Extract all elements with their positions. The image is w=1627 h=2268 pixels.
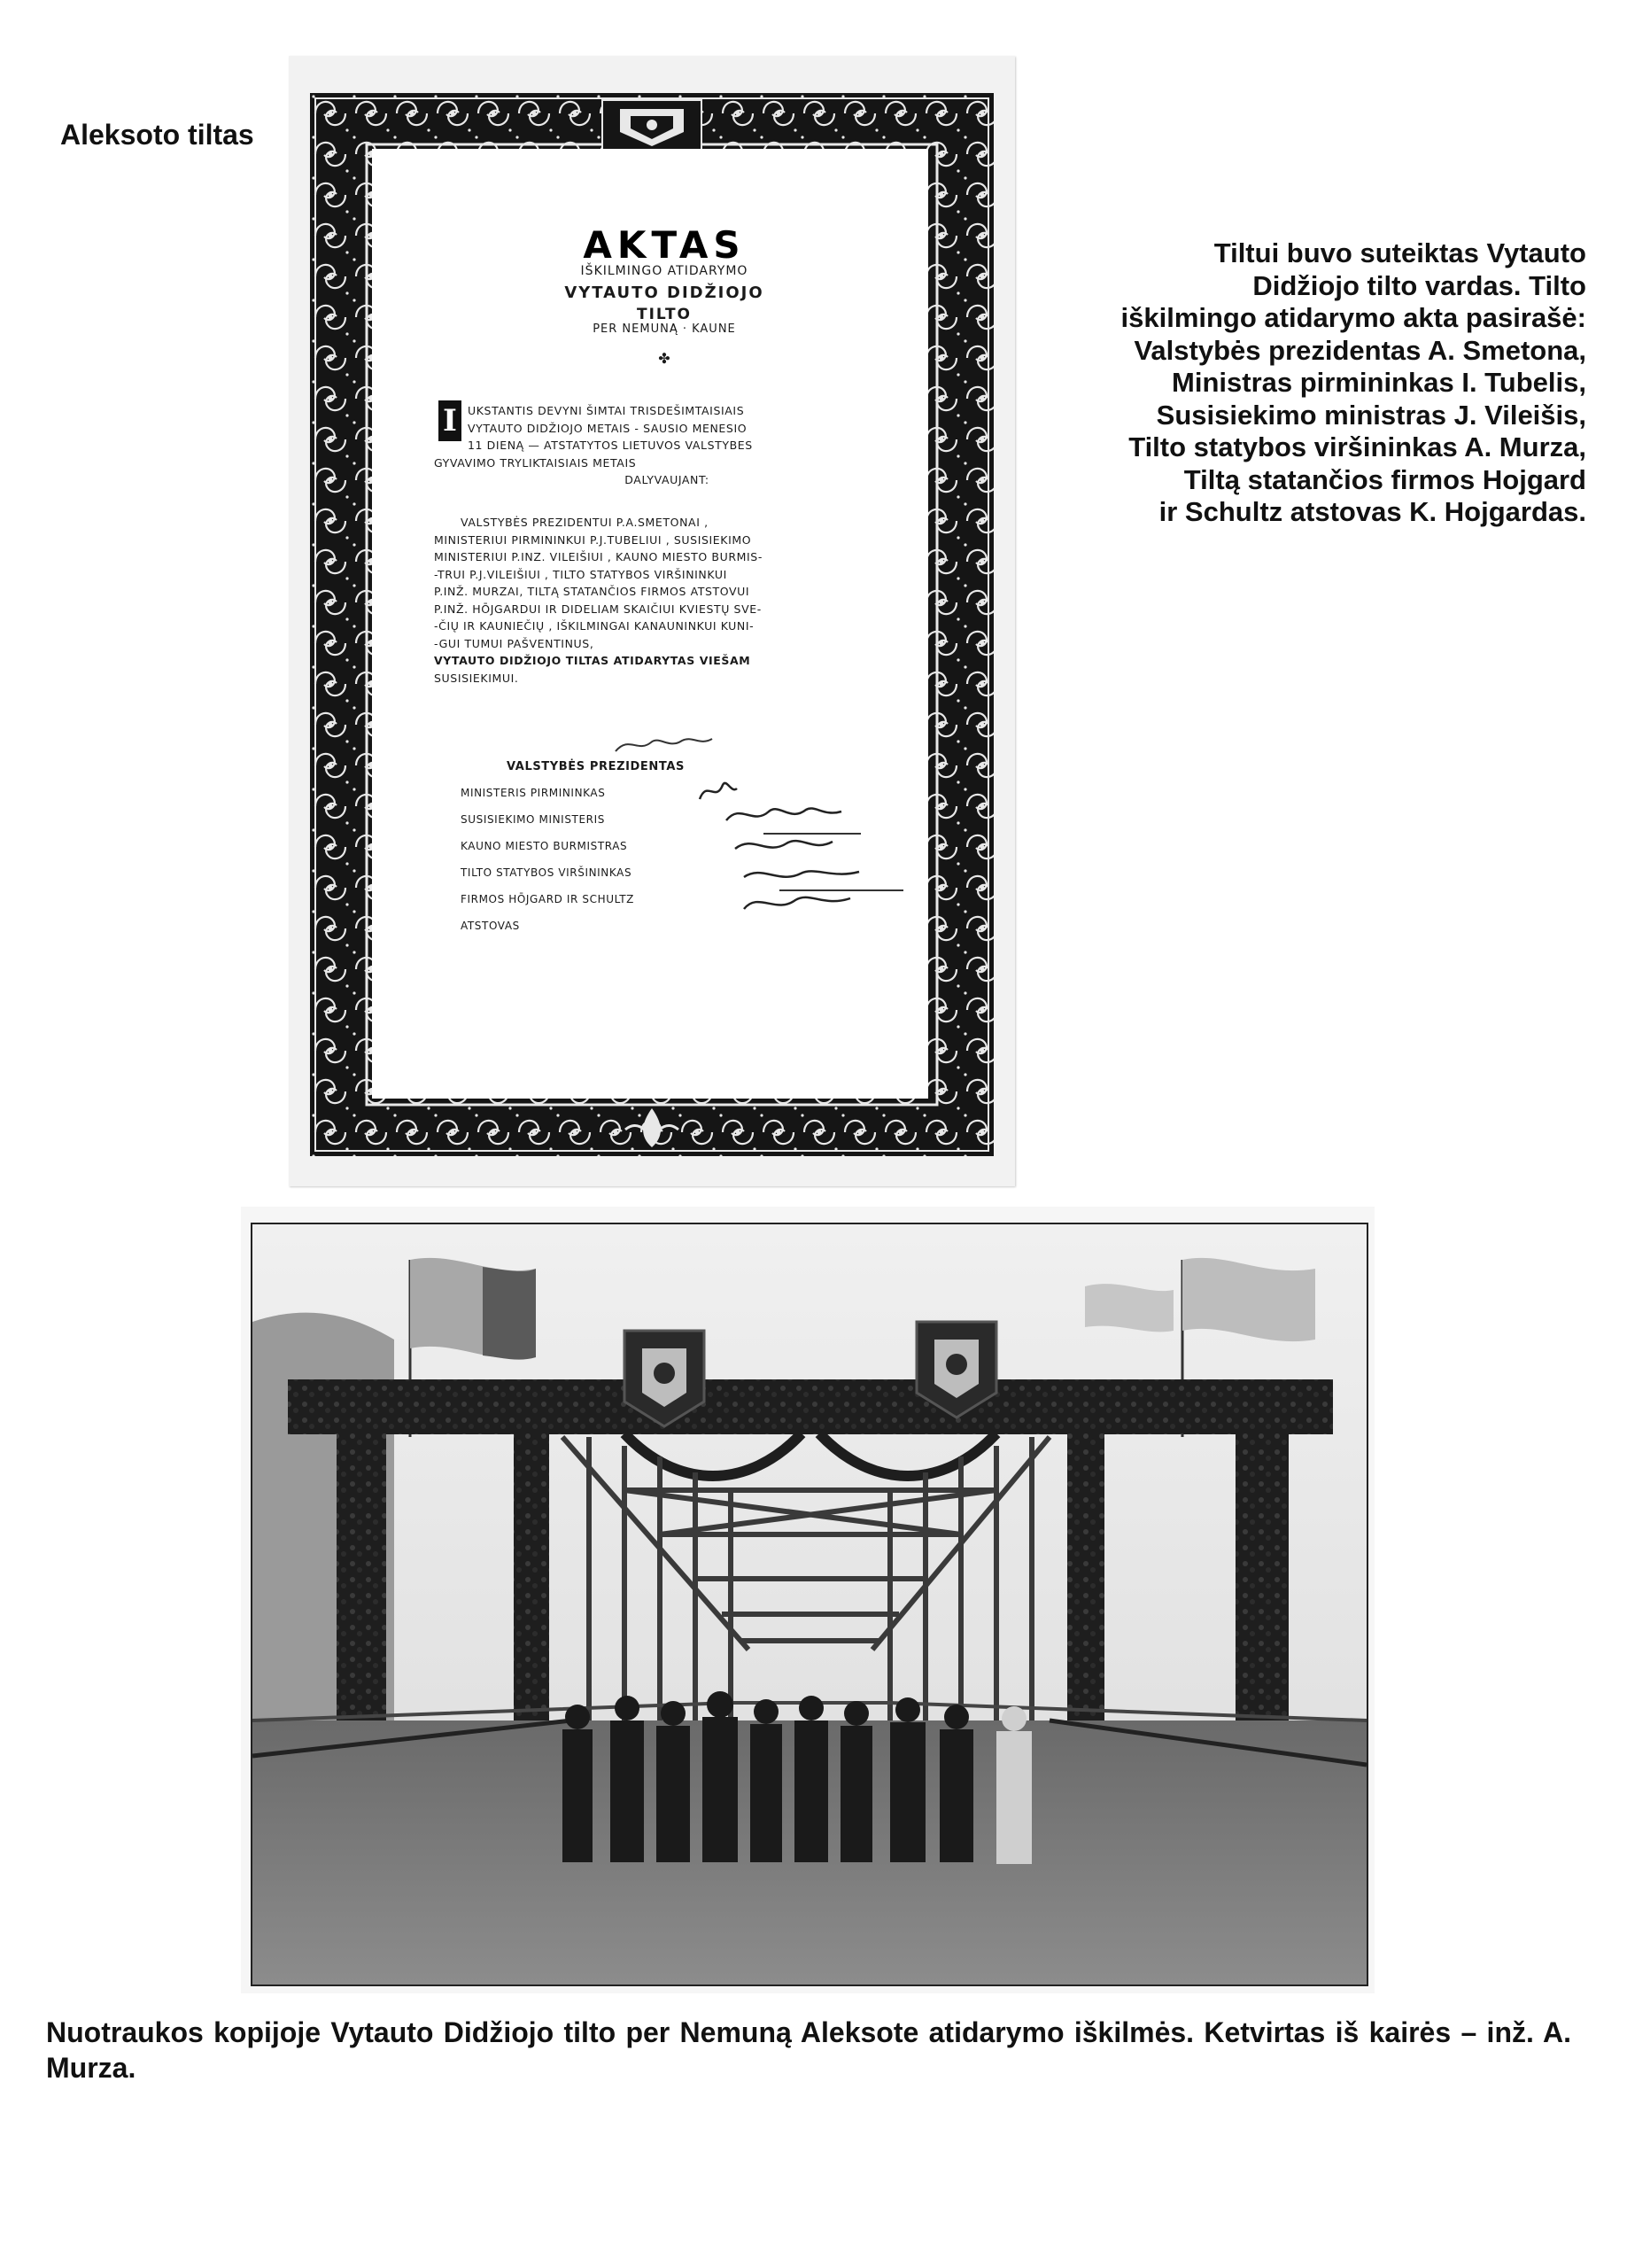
caption-line: Tiltą statančios firmos Hojgard: [1183, 463, 1586, 495]
side-caption: [1019, 237, 1586, 529]
certificate-intro: [434, 402, 900, 489]
signature-image: [611, 726, 717, 762]
certificate-dedication: [434, 514, 900, 687]
signature-line: [763, 833, 861, 835]
bridge-photo-illustration: [252, 1224, 1367, 1984]
certificate-line: MINISTERIUI P.INZ. VILEIŠIUI , KAUNO MIESTO BURMIS-: [434, 550, 763, 563]
caption-line: Susisiekimo ministras J. Vileišis,: [1156, 399, 1586, 431]
certificate-line: P.INŽ. HŌJGARDUI IR DIDELIAM SKAIČIUI KVIESTŲ SVE-: [434, 602, 762, 616]
signature-line: [779, 889, 903, 891]
crowd-of-officials: [562, 1691, 973, 1862]
caption-line: Didžiojo tilto vardas. Tilto: [1252, 269, 1586, 301]
caption-line: Tiltui buvo suteiktas Vytauto: [1213, 237, 1586, 268]
certificate-heading: AKTAS: [583, 223, 746, 267]
flag-icon: [1085, 1284, 1174, 1332]
certificate-line: -GUI TUMUI PAŠVENTINUS,: [434, 636, 594, 650]
signatures-image: [691, 767, 895, 944]
certificate-line: VYTAUTO DIDŽIOJO METAIS - SAUSIO MENESIO: [468, 421, 748, 435]
signatory-title: TILTO STATYBOS VIRŠININKAS: [461, 866, 632, 879]
caption-line: ir Schultz atstovas K. Hojgardas.: [1158, 496, 1586, 527]
certificate-subtitle: TILTO: [637, 306, 692, 323]
certificate-line: MINISTERIUI PIRMININKUI P.J.TUBELIUI , SUSISIEKIMO: [434, 532, 752, 547]
page-title: Aleksoto tiltas: [60, 119, 254, 151]
photo-caption: Nuotraukos kopijoje Vytauto Didžiojo tilto per Nemuną Aleksote atidarymo iškilmės. Ketvirtas iš kairės – inž. A. Murza.: [46, 2016, 1571, 2084]
certificate-line: SUSISIEKIMUI.: [434, 671, 519, 685]
certificate-subtitle: IŠKILMINGO ATIDARYMO: [580, 264, 748, 278]
caption-line: Ministras pirmininkas I. Tubelis,: [1172, 367, 1586, 398]
signatory-title: SUSISIEKIMO MINISTERIS: [461, 813, 605, 826]
certificate-line: 11 DIENĄ — ATSTATYTOS LIETUVOS VALSTYBES: [468, 439, 753, 452]
signatory-title: MINISTERIS PIRMININKAS: [461, 787, 606, 799]
ornament-icon: ✤: [658, 350, 670, 367]
person-light-coat: [996, 1731, 1032, 1864]
certificate-line: GYVAVIMO TRYLIKTAISIAIS METAIS: [434, 455, 637, 470]
certificate-line: DALYVAUJANT:: [624, 473, 709, 486]
certificate-line: -ČIŲ IR KAUNIEČIŲ , IŠKILMINGAI KANAUNINKUI KUNI-: [434, 619, 755, 633]
certificate-dropcap: I: [438, 400, 461, 441]
certificate-line: VALSTYBĖS PREZIDENTUI P.A.SMETONAI ,: [461, 516, 709, 529]
certificate-subtitle: VYTAUTO DIDŽIOJO: [564, 284, 764, 302]
certificate-line: UKSTANTIS DEVYNI ŠIMTAI TRISDEŠIMTAISIAIS: [468, 404, 745, 417]
caption-line: Valstybės prezidentas A. Smetona,: [1134, 334, 1586, 366]
certificate-line: VYTAUTO DIDŽIOJO TILTAS ATIDARYTAS VIEŠAM: [434, 654, 751, 667]
caption-line: iškilmingo atidarymo akta pasirašė:: [1120, 302, 1586, 333]
signatory-title: VALSTYBĖS PREZIDENTAS: [507, 760, 685, 773]
bridge-opening-photo: [251, 1223, 1368, 1986]
certificate-subtitle: PER NEMUNĄ · KAUNE: [593, 322, 736, 336]
signatory-title: KAUNO MIESTO BURMISTRAS: [461, 840, 628, 852]
signatory-title: FIRMOS HŌJGARD IR SCHULTZ: [461, 893, 634, 905]
caption-line: Tilto statybos viršininkas A. Murza,: [1128, 431, 1586, 462]
certificate-line: -TRUI P.J.VILEIŠIUI , TILTO STATYBOS VIRŠININKUI: [434, 567, 727, 581]
signatory-title: ATSTOVAS: [461, 920, 520, 932]
certificate-line: P.INŽ. MURZAI, TILTĄ STATANČIOS FIRMOS ATSTOVUI: [434, 585, 750, 598]
crest-icon: [602, 100, 701, 150]
